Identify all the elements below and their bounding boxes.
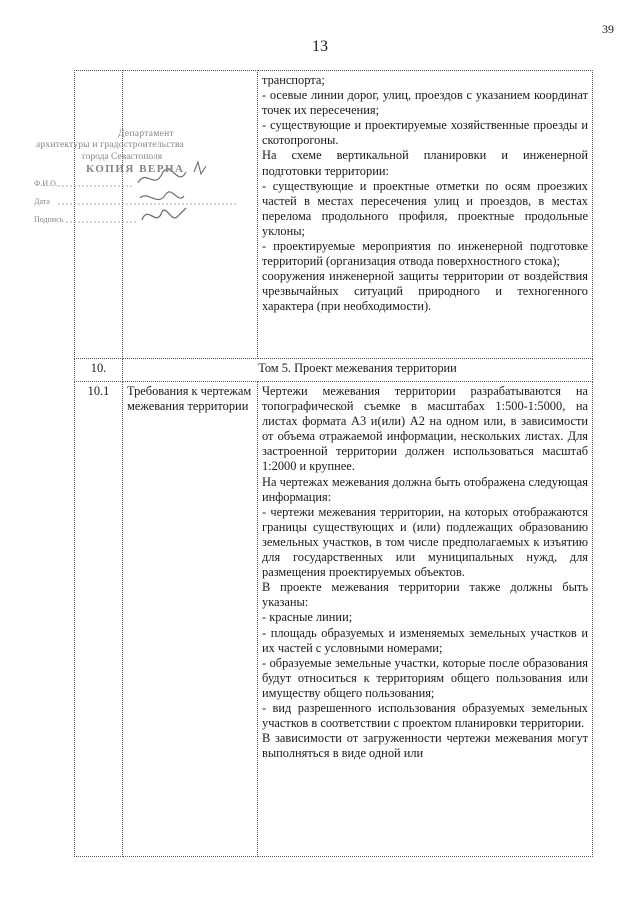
stamp-field-signature: Подпись <box>34 215 64 224</box>
paragraph: - красные линии; <box>262 610 353 625</box>
stamp-field-name: Ф.И.О. <box>34 179 58 188</box>
page-number: 13 <box>312 38 328 55</box>
requirements-table <box>74 70 593 857</box>
section-row <box>75 359 593 382</box>
stamp-certified-copy: КОПИЯ ВЕРНА <box>86 163 185 175</box>
table-row <box>75 382 593 857</box>
stamp-line: города Севастополя <box>82 152 163 162</box>
row-number <box>75 71 123 359</box>
paragraph: транспорта; <box>262 73 325 87</box>
row-title <box>123 71 258 359</box>
paragraph: На чертежах межевания должна быть отображена следующая информация: <box>262 474 588 504</box>
sheet-number: 39 <box>602 22 614 36</box>
paragraph: - осевые линии дорог, улиц, проездов с указанием координат точек их пересечения; <box>262 88 588 118</box>
row-title: Требования к чертежам межевания территории <box>123 382 258 857</box>
row-number: 10.1 <box>75 382 123 857</box>
row-content <box>258 382 593 857</box>
table-row <box>75 71 593 359</box>
row-content <box>258 71 593 359</box>
stamp-line: архитектуры и градостроительства <box>36 140 184 150</box>
section-number: 10. <box>75 359 123 382</box>
paragraph: - площадь образуемых и изменяемых земельных участков и их частей с условными номерами; <box>262 625 588 655</box>
paragraph: - чертежи межевания территории, на которых отображаются границы существующих и (или) подлежащих образованию земельных участков, в том числе предполагаемых к изъятию для государственных или муниципальных нужд, для размещения проектируемых объектов. <box>262 504 588 580</box>
paragraph: - образуемые земельные участки, которые после образования будут относиться к территориям общего пользования или имуществу общего пользования; <box>262 655 588 700</box>
paragraph: - вид разрешенного использования образуемых земельных участков в соответствии с проектом планировки территории. <box>262 700 588 731</box>
paragraph: - существующие и проектируемые хозяйственные проезды и скотопрогоны. <box>262 118 588 148</box>
paragraph: - проектируемые мероприятия по инженерной подготовке территорий (организация отвода поверхностного стока); <box>262 239 588 269</box>
paragraph: сооружения инженерной защиты территории от воздействия чрезвычайных ситуаций природного и техногенного характера (при необходимости). <box>262 269 588 314</box>
paragraph: - существующие и проектные отметки по осям проезжих частей в местах пересечения улиц и проездов, в местах перелома продольного профиля, проектные продольные уклоны; <box>262 178 588 238</box>
section-title: Том 5. Проект межевания территории <box>123 359 593 382</box>
paragraph: В проекте межевания территории также должны быть указаны: <box>262 580 588 610</box>
paragraph: В зависимости от загруженности чертежи межевания могут выполняться в виде одной или <box>262 731 588 761</box>
stamp-field-date: Дата <box>34 197 50 206</box>
paragraph: Чертежи межевания территории разрабатываются на топографической съемке в масштабах 1:500-1:5000, на листах формата А3 и(или) А2 на одном или, в зависимости от объема отражаемой информации, нескольких листах. Для застроенной территории должен использоваться масштаб 1:2000 и крупнее. <box>262 384 588 474</box>
stamp-line: Департамент <box>118 129 174 139</box>
paragraph: На схеме вертикальной планировки и инженерной подготовки территории: <box>262 148 588 178</box>
